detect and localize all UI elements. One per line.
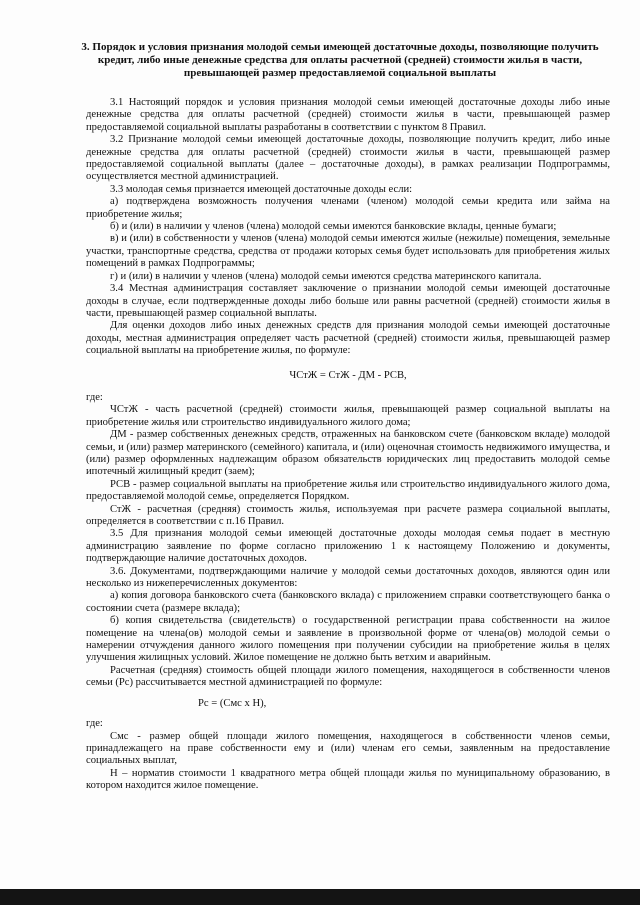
formula-rs: Рс = (Смс х Н),	[198, 697, 267, 709]
definition-chstzh: ЧСтЖ - часть расчетной (средней) стоимости жилья, превышающей размер социальной выплаты на приобретение жилья или строительство индивидуального жилого дома;	[86, 404, 610, 428]
where-label-2: где:	[86, 718, 103, 730]
where-label: где:	[86, 391, 103, 403]
paragraph-assessment: Для оценки доходов либо иных денежных средств для признания молодой семьи имеющей достаточные доходы, местная администрация определяет часть расчетной (средней) стоимости жилья, превышающей размер социальной выплаты на приобретение жилья, по формуле:	[86, 320, 610, 357]
paragraph-3-5: 3.5 Для признания молодой семьи имеющей достаточные доходы молодая семья подает в местную администрацию заявление по форме согласно приложению 1 к настоящему Положению и документы, подтверждающие наличие достаточных доходов.	[86, 528, 610, 565]
definition-n: Н – норматив стоимости 1 квадратного метра общей площади жилья по муниципальному образованию, в котором находится жилое помещение.	[86, 767, 610, 792]
paragraph-3-3-c: в) и (или) в собственности у членов (члена) молодой семьи имеются жилые (нежилые) помещения, земельные участки, транспортные средства, средства от продажи которых семья будет использовать для приобретения жилых помещений в рамках Подпрограммы;	[86, 233, 610, 270]
paragraph-3-3: 3.3 молодая семья признается имеющей достаточные доходы если:	[110, 183, 413, 195]
paragraph-3-3-d: г) и (или) в наличии у членов (члена) молодой семьи имеются средства материнского капитала.	[110, 270, 542, 282]
paragraph-3-4: 3.4 Местная администрация составляет заключение о признании молодой семьи имеющей достаточные доходы в случае, если подтвержденные доходы либо больше или равны расчетной (средней) стоимости жилья в части, превышающей размер социальной выплаты.	[86, 283, 610, 319]
formula-chstzh: ЧСтЖ = СтЖ - ДМ - РСВ,	[289, 369, 407, 381]
definition-stzh: СтЖ - расчетная (средняя) стоимость жилья, используемая при расчете размера социальной выплаты, определяется в соответствии с п.16 Правил.	[86, 503, 610, 527]
definition-sms: Смс - размер общей площади жилого помещения, находящегося в собственности членов семьи, принадлежащего на праве собственности ему и (или) членам его семьи, заявленным на предоставление социальных выплат,	[86, 730, 610, 767]
paragraph-average-cost: Расчетная (средняя) стоимость общей площади жилого помещения, находящегося в собственности членов семьи (Рс) рассчитывается местной администрацией по формуле:	[86, 664, 610, 689]
paragraph-3-6-a: а) копия договора банковского счета (банковского вклада) с приложением справки соответствующего банка о состоянии счета (размере вклада);	[86, 590, 610, 614]
paragraph-3-6-b: б) копия свидетельства (свидетельств) о государственной регистрации права собственности на жилое помещение на члена(ов) молодой семьи и заявление в произвольной форме от члена(ов) молодой семьи о намерении отчуждения данного жилого помещения при получении субсидии на приобретение жилья в целях улучшения жилищных условий. Жилое помещение не должно быть ветхим и аварийным.	[86, 615, 610, 664]
scan-edge-bar	[0, 889, 640, 905]
paragraph-3-3-b: б) и (или) в наличии у членов (члена) молодой семьи имеются банковские вклады, ценные бумаги;	[110, 221, 557, 233]
definition-dm: ДМ - размер собственных денежных средств, отраженных на банковском счете (банковском вкладе) молодой семьи, и (или) размер материнского (семейного) капитала, и (или) оценочная стоимость недвижимого имущества, и (или) размер оформленных надлежащим образом обязательств юридических лиц предоставить молодой семье ипотечный жилищный кредит (заем);	[86, 429, 610, 478]
paragraph-3-6: 3.6. Документами, подтверждающими наличие у молодой семьи достаточных доходов, являются один или несколько из нижеперечисленных документов:	[86, 565, 610, 590]
paragraph-3-2: 3.2 Признание молодой семьи имеющей достаточные доходы, позволяющие получить кредит, либо иные денежные средства для оплаты расчетной (средней) стоимости жилья в части, превышающей размер предоставляемой социальной выплаты (далее – достаточные доходы), в рамках реализации Подпрограммы, осуществляется местной администрацией.	[86, 134, 610, 183]
paragraph-3-1: 3.1 Настоящий порядок и условия признания молодой семьи имеющей достаточные доходы либо иные денежные средства для оплаты расчетной (средней) стоимости жилья в части, превышающей размер предоставляемой социальной выплаты разработаны в соответствии с пунктом 8 Правил.	[86, 97, 610, 133]
paragraph-3-3-a: а) подтверждена возможность получения членами (членом) молодой семьи кредита или займа на приобретение жилья;	[86, 196, 610, 220]
definition-rsv: РСВ - размер социальной выплаты на приобретение жилья или строительство индивидуального жилого дома, предоставляемой молодой семье, определяется Порядком.	[86, 478, 610, 503]
document-body	[86, 97, 610, 793]
section-heading: 3. Порядок и условия признания молодой семьи имеющей достаточные доходы, позволяющие получить кредит, либо иные денежные средства для оплаты расчетной (средней) стоимости жилья в части, превышающей размер предоставляемой социальной выплаты	[81, 41, 599, 79]
